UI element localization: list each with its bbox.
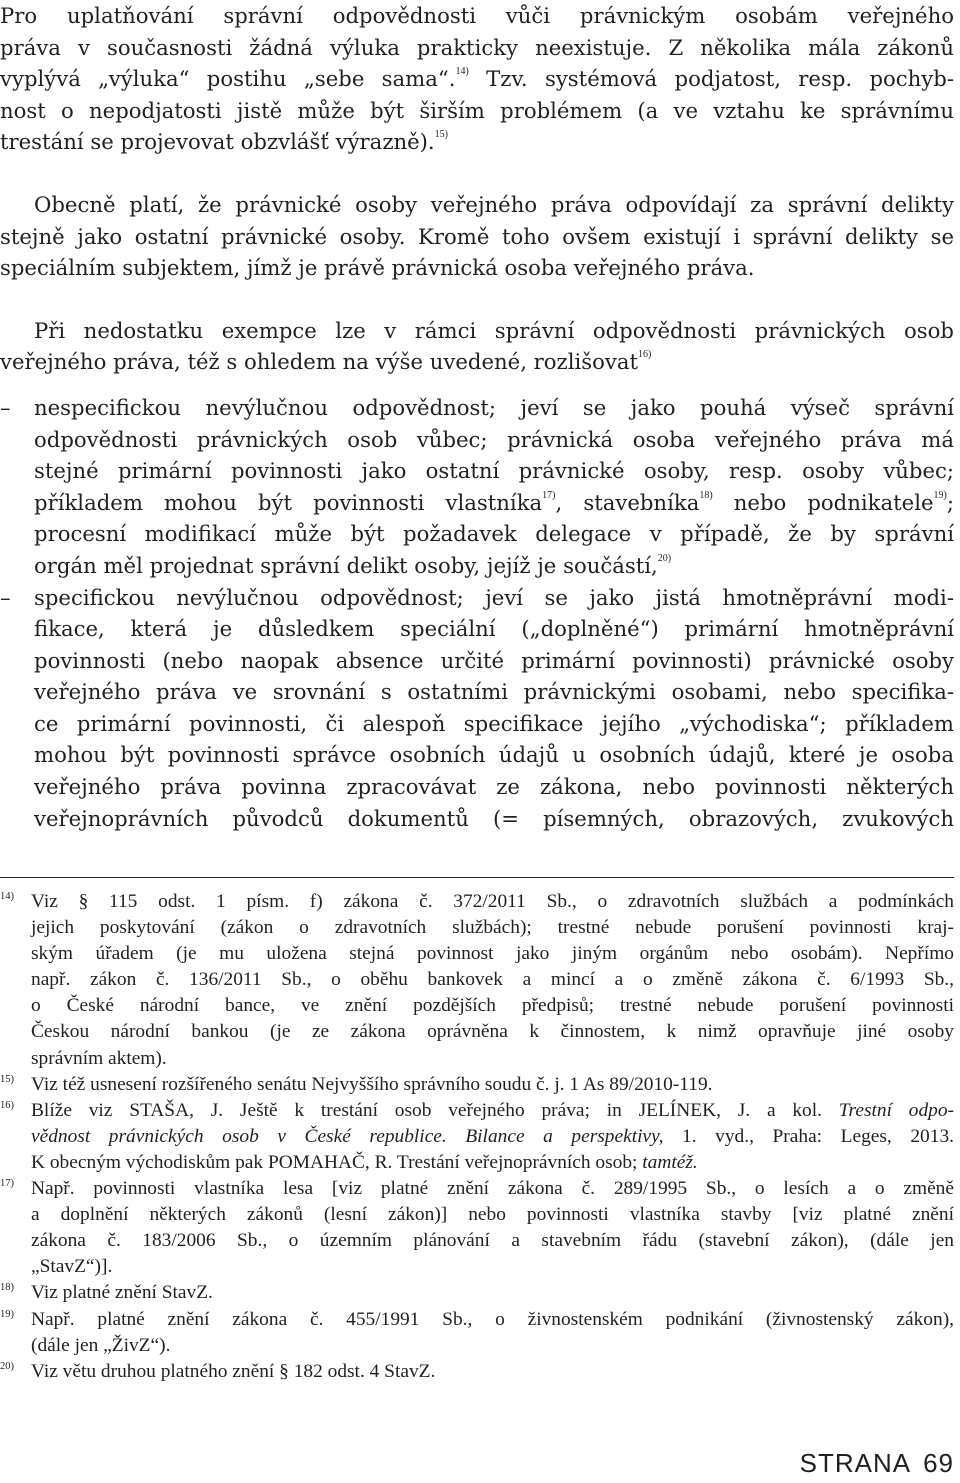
footnote-line: např. zákon č. 136/2011 Sb., o oběhu bankovek a mincí a o změně zákona č. 6/1993 Sb., (31, 969, 954, 991)
list-item-body (0, 392, 954, 582)
footnote-number: 16) (0, 1099, 14, 1111)
footnote-line: Např. povinnosti vlastníka lesa [viz platné znění zákona č. 289/1995 Sb., o lesích a o změně (31, 1178, 954, 1200)
text-line: povinnosti (nebo naopak absence určité primární povinnosti) právnické osoby (34, 647, 954, 673)
text-line: vyplývá „výluka“ postihu „sebe sama“.$^{14)}$ Tzv. systémová podjatost, resp. pochyb- (0, 66, 954, 92)
footnote-ref[interactable]: 14) (455, 66, 469, 78)
text-line: mohou být povinnosti správce osobních údajů u osobních údajů, které je osoba (34, 742, 954, 768)
footnote-ref[interactable]: 16) (638, 349, 652, 361)
text-line: veřejného práva ve srovnání s ostatními právnickými osobami, nebo specifika- (34, 679, 954, 705)
text-line: fikace, která je důsledkem speciální („doplněné“) primární hmotněprávní (34, 616, 954, 642)
footnote-line: zákona č. 183/2006 Sb., o územním plánování a stavebním řádu (stavební zákon), (dále jen (31, 1230, 954, 1252)
footnote-line: „StavZ“)]. (31, 1256, 113, 1278)
text-line: příkladem mohou být povinnosti vlastníka$^{17)}$, stavebníka$^{18)}$ nebo podnikatele$^{19)}$; (34, 489, 954, 515)
footnote-number: 18) (0, 1282, 14, 1294)
footnote-ref[interactable]: 19) (933, 489, 947, 501)
footnote-number: 19) (0, 1308, 14, 1320)
list-item-specific (0, 582, 954, 835)
text-line: veřejného práva povinna zpracovávat ze zákona, nebo povinnosti některých (34, 774, 954, 800)
text-line: specifickou nevýlučnou odpovědnost; jeví se jako jistá hmotněprávní modi- (34, 584, 954, 610)
footnote-line: jejich poskytování (zákon o zdravotních službách); trestné nebude porušení povinnosti kraj- (31, 917, 954, 939)
footnote-ref[interactable]: 20) (657, 552, 672, 564)
footnote-line: Viz platné znění StavZ. (31, 1282, 213, 1304)
footnote-line: o České národní bance, ve znění pozdějších předpisů; trestné nebude porušení povinnosti (31, 995, 954, 1017)
footnote-17 (0, 1176, 954, 1280)
footnote-line: správním aktem). (31, 1047, 167, 1069)
footnote-line: Viz též usnesení rozšířeného senátu Nejvyššího správního soudu č. j. 1 As 89/2010-119. (31, 1073, 713, 1095)
paragraph-1 (0, 0, 954, 158)
footnote-line: (dále jen „ŽivZ“). (31, 1334, 171, 1356)
footnote-number: 17) (0, 1178, 14, 1190)
footnote-line: Viz větu druhou platného znění § 182 odst. 4 StavZ. (31, 1360, 436, 1382)
dash-bullet: – (0, 394, 11, 420)
dash-bullet: – (0, 584, 11, 610)
footnote-line: K obecným východiskům pak POMAHAČ, R. Trestání veřejnoprávních osob; tamtéž. (31, 1151, 698, 1173)
paragraph-2 (0, 189, 954, 284)
footnote-line: Viz § 115 odst. 1 písm. f) zákona č. 372/2011 Sb., o zdravotních službách a podmínkách (31, 891, 954, 912)
text-line: trestání se projevovat obzvlášť výrazně).$^{15)}$ (0, 129, 449, 155)
footnote-20 (0, 1359, 954, 1385)
text-line: orgán měl projednat správní delikt osoby, jejíž je součástí,$^{20)}$ (34, 552, 672, 578)
page-label: STRANA (799, 1448, 912, 1478)
footnote-16 (0, 1098, 954, 1176)
paragraph-3 (0, 315, 954, 378)
list-gap (0, 378, 954, 392)
text-line: procesní modifikací může být požadavek delegace v případě, že by správní (34, 521, 954, 547)
footnote-ref[interactable]: 18) (699, 489, 713, 501)
footnote-line: vědnost právnických osob v České republice. Bilance a perspektivy, 1. vyd., Praha: Leges, 2013. (31, 1125, 954, 1147)
text-line: Obecně platí, že právnické osoby veřejného práva odpovídají za správní delikty (34, 191, 954, 217)
footnote-line: Českou národní bankou (je ze zákona oprávněna k činnostem, k nimž opravňuje jiné osoby (31, 1021, 954, 1043)
text-line: Při nedostatku exempce lze v rámci správní odpovědnosti právnických osob (34, 317, 954, 343)
list-item-body (0, 582, 954, 835)
text-line: stejné primární povinnosti jako ostatní právnické osoby, resp. osoby vůbec; (34, 458, 954, 484)
footnote-ref[interactable]: 17) (542, 489, 556, 501)
text-line: nespecifickou nevýlučnou odpovědnost; jeví se jako pouhá výseč správní (34, 394, 954, 420)
footnote-19 (0, 1307, 954, 1359)
text-line: Pro uplatňování správní odpovědnosti vůči právnickým osobám veřejného (0, 3, 954, 28)
footnote-separator (0, 877, 954, 878)
footnote-line: Např. platné znění zákona č. 455/1991 Sb., o živnostenském podnikání (živnostenský zákon), (31, 1308, 954, 1330)
footnote-line: a doplnění některých zákonů (lesní zákon)] nebo povinnosti vlastníka stavby [viz platné znění (31, 1204, 954, 1226)
paragraph-gap (0, 284, 954, 315)
text-line: nost o nepodjatosti jistě může být širším problémem (a ve vztahu ke správnímu (0, 97, 954, 123)
footnote-line: ským úřadem (je mu uložena stejná povinnost jako jiným orgánům nebo osobám). Nepřímo (31, 943, 954, 965)
page-footer (800, 1448, 954, 1478)
footnote-14 (0, 889, 954, 1072)
text-line: stejně jako ostatní právnické osoby. Kromě toho ovšem existují i správní delikty se (0, 223, 954, 249)
text-line: práva v současnosti žádná výluka prakticky neexistuje. Z několika mála zákonů (0, 34, 954, 60)
footnote-18 (0, 1280, 954, 1306)
text-line: speciálním subjektem, jímž je právě právnická osoba veřejného práva. (0, 255, 755, 281)
footnote-number: 20) (0, 1360, 14, 1372)
footnote-line: Blíže viz STAŠA, J. Ještě k trestání osob veřejného práva; in JELÍNEK, J. a kol. Trestní odpo- (31, 1099, 954, 1121)
text-line: veřejnoprávních původců dokumentů (= písemných, obrazových, zvukových (34, 805, 954, 831)
footnote-number: 15) (0, 1073, 14, 1085)
text-line: odpovědnosti právnických osob vůbec; právnická osoba veřejného práva má (34, 426, 954, 452)
footnote-number: 14) (0, 891, 14, 902)
page-number: 69 (923, 1448, 954, 1478)
paragraph-gap (0, 158, 954, 189)
list-item-nonspecific (0, 392, 954, 582)
text-line: veřejného práva, též s ohledem na výše uvedené, rozlišovat$^{16)}$ (0, 349, 652, 375)
footnote-15 (0, 1072, 954, 1098)
text-line: ce primární povinnosti, či alespoň specifikace jejího „východiska“; příkladem (34, 710, 954, 736)
footnote-ref[interactable]: 15) (434, 129, 449, 141)
footnotes (0, 889, 954, 1385)
